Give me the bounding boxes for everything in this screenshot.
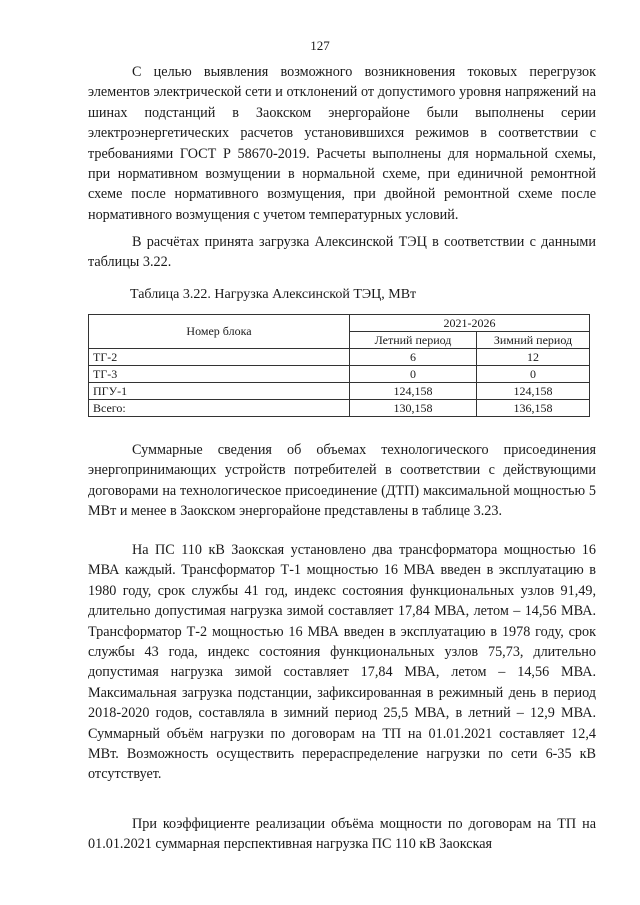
table-row [89,349,590,366]
page-number: 127 [310,38,330,53]
paragraph-perspective-load: При коэффициенте реализации объёма мощности по договорам на ТП на 01.01.2021 суммарная перспективная нагрузка ПС 110 кВ Заокская [88,816,596,853]
header-summer: Летний период [350,332,477,349]
row-unit: ТГ-2 [89,349,350,366]
row-unit: ПГУ-1 [89,383,350,400]
header-unit: Номер блока [89,315,350,349]
row-winter: 12 [477,349,590,366]
row-winter: 136,158 [477,400,590,417]
row-winter: 124,158 [477,383,590,400]
row-unit: ТГ-3 [89,366,350,383]
table-total-row [89,400,590,417]
table-row [89,366,590,383]
row-winter: 0 [477,366,590,383]
table-header-row [89,315,590,332]
table-caption: Таблица 3.22. Нагрузка Алексинской ТЭЦ, МВт [130,287,417,302]
row-summer: 0 [350,366,477,383]
header-winter: Зимний период [477,332,590,349]
header-period: 2021-2026 [350,315,590,332]
paragraph-connections: Суммарные сведения об объемах технологического присоединения энергопринимающих устройств потребителей в соответствии с действующими договорами на технологическое присоединение (ДТП) максимальной мощностью 5 МВт и менее в Заокском энергорайоне представлены в таблице 3.23. [88,442,596,520]
table-row [89,383,590,400]
row-summer: 6 [350,349,477,366]
paragraph-tec-load: В расчётах принята загрузка Алексинской ТЭЦ в соответствии с данными таблицы 3.22. [88,234,596,271]
load-table [88,314,590,417]
row-summer: 124,158 [350,383,477,400]
row-unit: Всего: [89,400,350,417]
paragraph-substation: На ПС 110 кВ Заокская установлено два трансформатора мощностью 16 МВА каждый. Трансформатор Т-1 мощностью 16 МВА введен в эксплуатацию в 1980 году, срок службы 41 год, индекс состояния функциональных узлов 91,49, длительно допустимая нагрузка зимой составляет 17,84 МВА, летом – 14,56 МВА. Трансформатор Т-2 мощностью 16 МВА введен в эксплуатацию в 1978 году, срок службы 43 года, индекс состояния функциональных узлов 75,73, длительно допустимая нагрузка зимой составляет 17,84 МВА, летом – 14,56 МВА. Максимальная загрузка подстанции, зафиксированная в режимный день в период 2018-2020 годов, составляла в зимний период 25,5 МВА, в летний – 12,9 МВА. Суммарный объём нагрузки по договорам на ТП на 01.01.2021 составляет 12,4 МВт. Возможность осуществить перераспределение нагрузки по сети 6-35 кВ отсутствует. [88,542,596,783]
paragraph-calculations: С целью выявления возможного возникновения токовых перегрузок элементов электрической сети и отклонений от допустимого уровня напряжений на шинах подстанций в Заокском энергорайоне были выполнены серии электроэнергетических расчетов установившихся режимов в соответствии с требованиями ГОСТ Р 58670-2019. Расчеты выполнены для нормальной схемы, при нормативном возмущении в нормальной схеме, при единичной ремонтной схеме после нормативного возмущения, при двойной ремонтной схеме после нормативного возмущения с учетом температурных условий. [88,64,596,223]
row-summer: 130,158 [350,400,477,417]
